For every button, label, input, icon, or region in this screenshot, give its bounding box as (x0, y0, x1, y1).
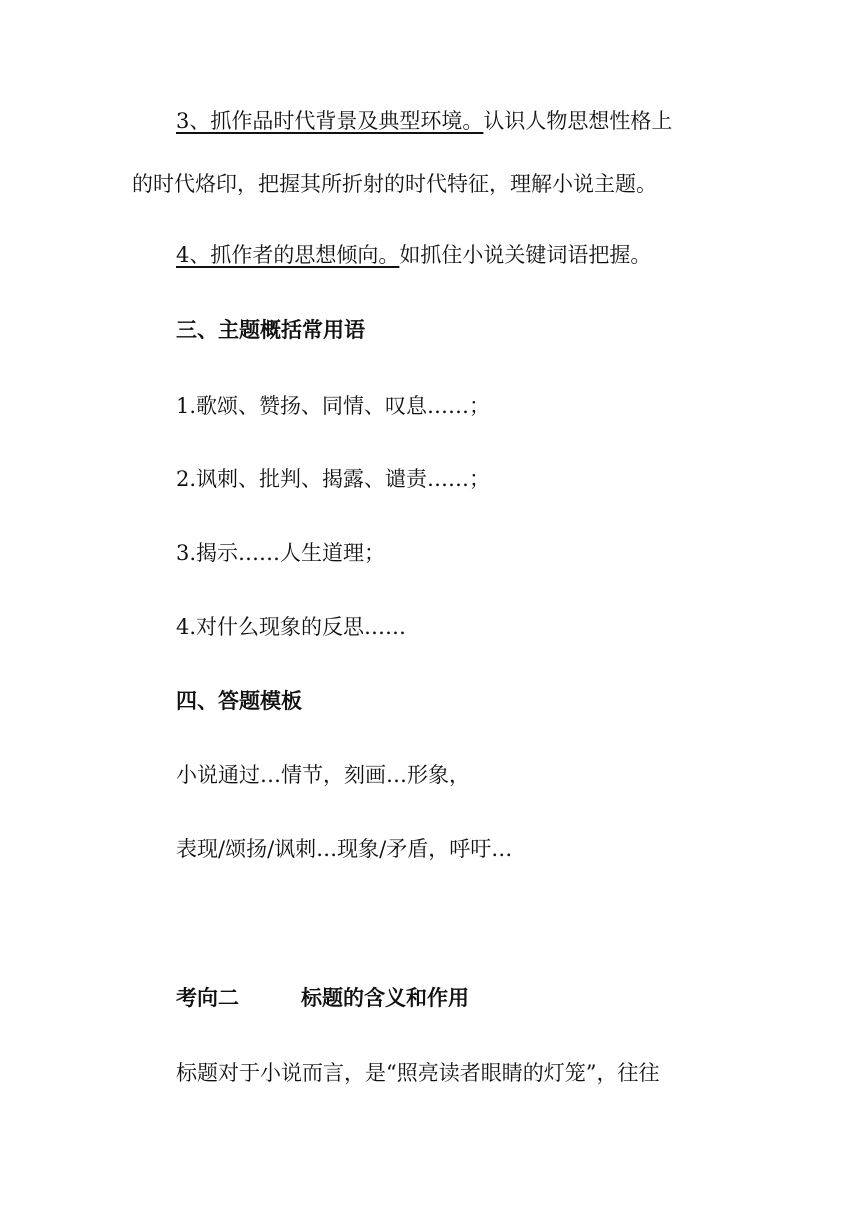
theme-phrase-item: 4.对什么现象的反思…… (176, 615, 407, 639)
paragraph-3-line-2: 的时代烙印，把握其所折射的时代特征，理解小说主题。 (132, 172, 657, 196)
paragraph-3-line-1 (176, 107, 672, 135)
template-line: 表现/颂扬/讽刺…现象/矛盾，呼吁… (176, 837, 513, 861)
theme-phrase-item: 3.揭示……人生道理； (176, 541, 386, 565)
section-4-heading: 四、答题模板 (176, 689, 302, 713)
paragraph-4-text: 如抓住小说关键词语把握。 (399, 243, 652, 267)
kaoxiang-2-label: 考向二 (176, 986, 239, 1010)
template-line: 小说通过…情节，刻画…形象， (176, 763, 470, 787)
paragraph-4 (176, 241, 651, 269)
paragraph-3-text: 认识人物思想性格上 (483, 109, 673, 133)
paragraph-4-key-point: 4、抓作者的思想倾向。 (176, 243, 400, 267)
paragraph-3-key-point: 3、抓作品时代背景及典型环境。 (176, 109, 484, 133)
section-3-heading: 三、主题概括常用语 (176, 318, 365, 342)
theme-phrase-item: 1.歌颂、赞扬、同情、叹息……； (176, 394, 491, 418)
kaoxiang-2-title: 标题的含义和作用 (301, 986, 469, 1010)
kaoxiang-2-intro: 标题对于小说而言，是“照亮读者眼睛的灯笼”，往往 (176, 1061, 660, 1085)
kaoxiang-2-heading (176, 984, 469, 1012)
theme-phrase-item: 2.讽刺、批判、揭露、谴责……； (176, 467, 491, 491)
